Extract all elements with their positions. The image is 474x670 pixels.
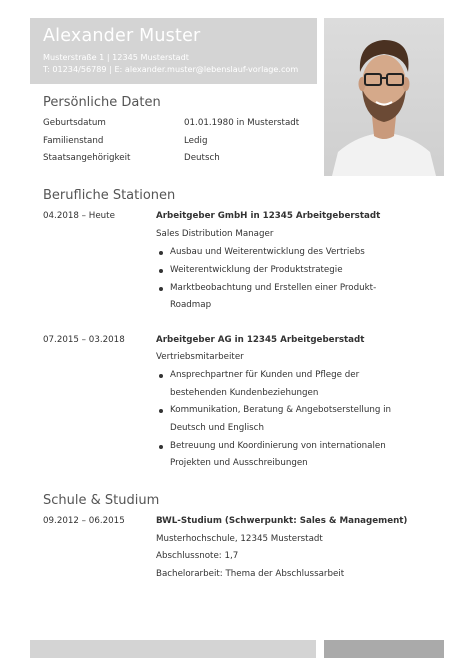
header-banner	[30, 18, 317, 84]
contact-line: T: 01234/56789 | E: alexander.muster@lebenslauf-vorlage.com	[43, 64, 299, 74]
footer-bar-left	[30, 640, 316, 658]
bullet-dot	[159, 251, 163, 255]
job-employer: Arbeitgeber GmbH in 12345 Arbeitgeberstadt	[156, 211, 381, 221]
personal-label: Familienstand	[43, 136, 104, 146]
job-task-continuation: bestehenden Kundenbeziehungen	[170, 388, 319, 398]
job-employer: Arbeitgeber AG in 12345 Arbeitgeberstadt	[156, 335, 365, 345]
job-task-continuation: Roadmap	[170, 300, 212, 310]
education-detail: Musterhochschule, 12345 Musterstadt	[156, 534, 323, 544]
bullet-dot	[159, 269, 163, 273]
job-task-continuation: Deutsch und Englisch	[170, 423, 264, 433]
bullet-dot	[159, 374, 163, 378]
education-detail: Abschlussnote: 1,7	[156, 551, 239, 561]
bullet-dot	[159, 445, 163, 449]
personal-value: Ledig	[184, 136, 208, 146]
section-title-experience: Berufliche Stationen	[43, 188, 176, 203]
bullet-dot	[159, 409, 163, 413]
job-task: Kommunikation, Beratung & Angebotserstellung in	[170, 405, 392, 415]
personal-label: Staatsangehörigkeit	[43, 153, 131, 163]
job-task: Weiterentwicklung der Produktstrategie	[170, 265, 343, 275]
section-title-education: Schule & Studium	[43, 493, 160, 508]
bullet-dot	[159, 287, 163, 291]
education-degree: BWL-Studium (Schwerpunkt: Sales & Management)	[156, 516, 408, 526]
job-task: Ausbau und Weiterentwicklung des Vertriebs	[170, 247, 365, 257]
portrait-photo	[324, 18, 444, 176]
section-title-personal: Persönliche Daten	[43, 95, 161, 110]
footer-bar-right	[324, 640, 444, 658]
job-role: Vertriebsmitarbeiter	[156, 352, 244, 362]
personal-value: Deutsch	[184, 153, 220, 163]
job-task: Betreuung und Koordinierung von internationalen	[170, 441, 386, 451]
job-task-continuation: Projekten und Ausschreibungen	[170, 458, 308, 468]
personal-label: Geburtsdatum	[43, 118, 106, 128]
education-period: 09.2012 – 06.2015	[43, 516, 125, 526]
education-detail: Bachelorarbeit: Thema der Abschlussarbeit	[156, 569, 345, 579]
person-name: Alexander Muster	[43, 26, 201, 46]
job-role: Sales Distribution Manager	[156, 229, 274, 239]
personal-value: 01.01.1980 in Musterstadt	[184, 118, 300, 128]
job-period: 07.2015 – 03.2018	[43, 335, 125, 345]
job-task: Marktbeobachtung und Erstellen einer Produkt-	[170, 283, 377, 293]
job-period: 04.2018 – Heute	[43, 211, 115, 221]
job-task: Ansprechpartner für Kunden und Pflege der	[170, 370, 360, 380]
address-line: Musterstraße 1 | 12345 Musterstadt	[43, 52, 189, 62]
